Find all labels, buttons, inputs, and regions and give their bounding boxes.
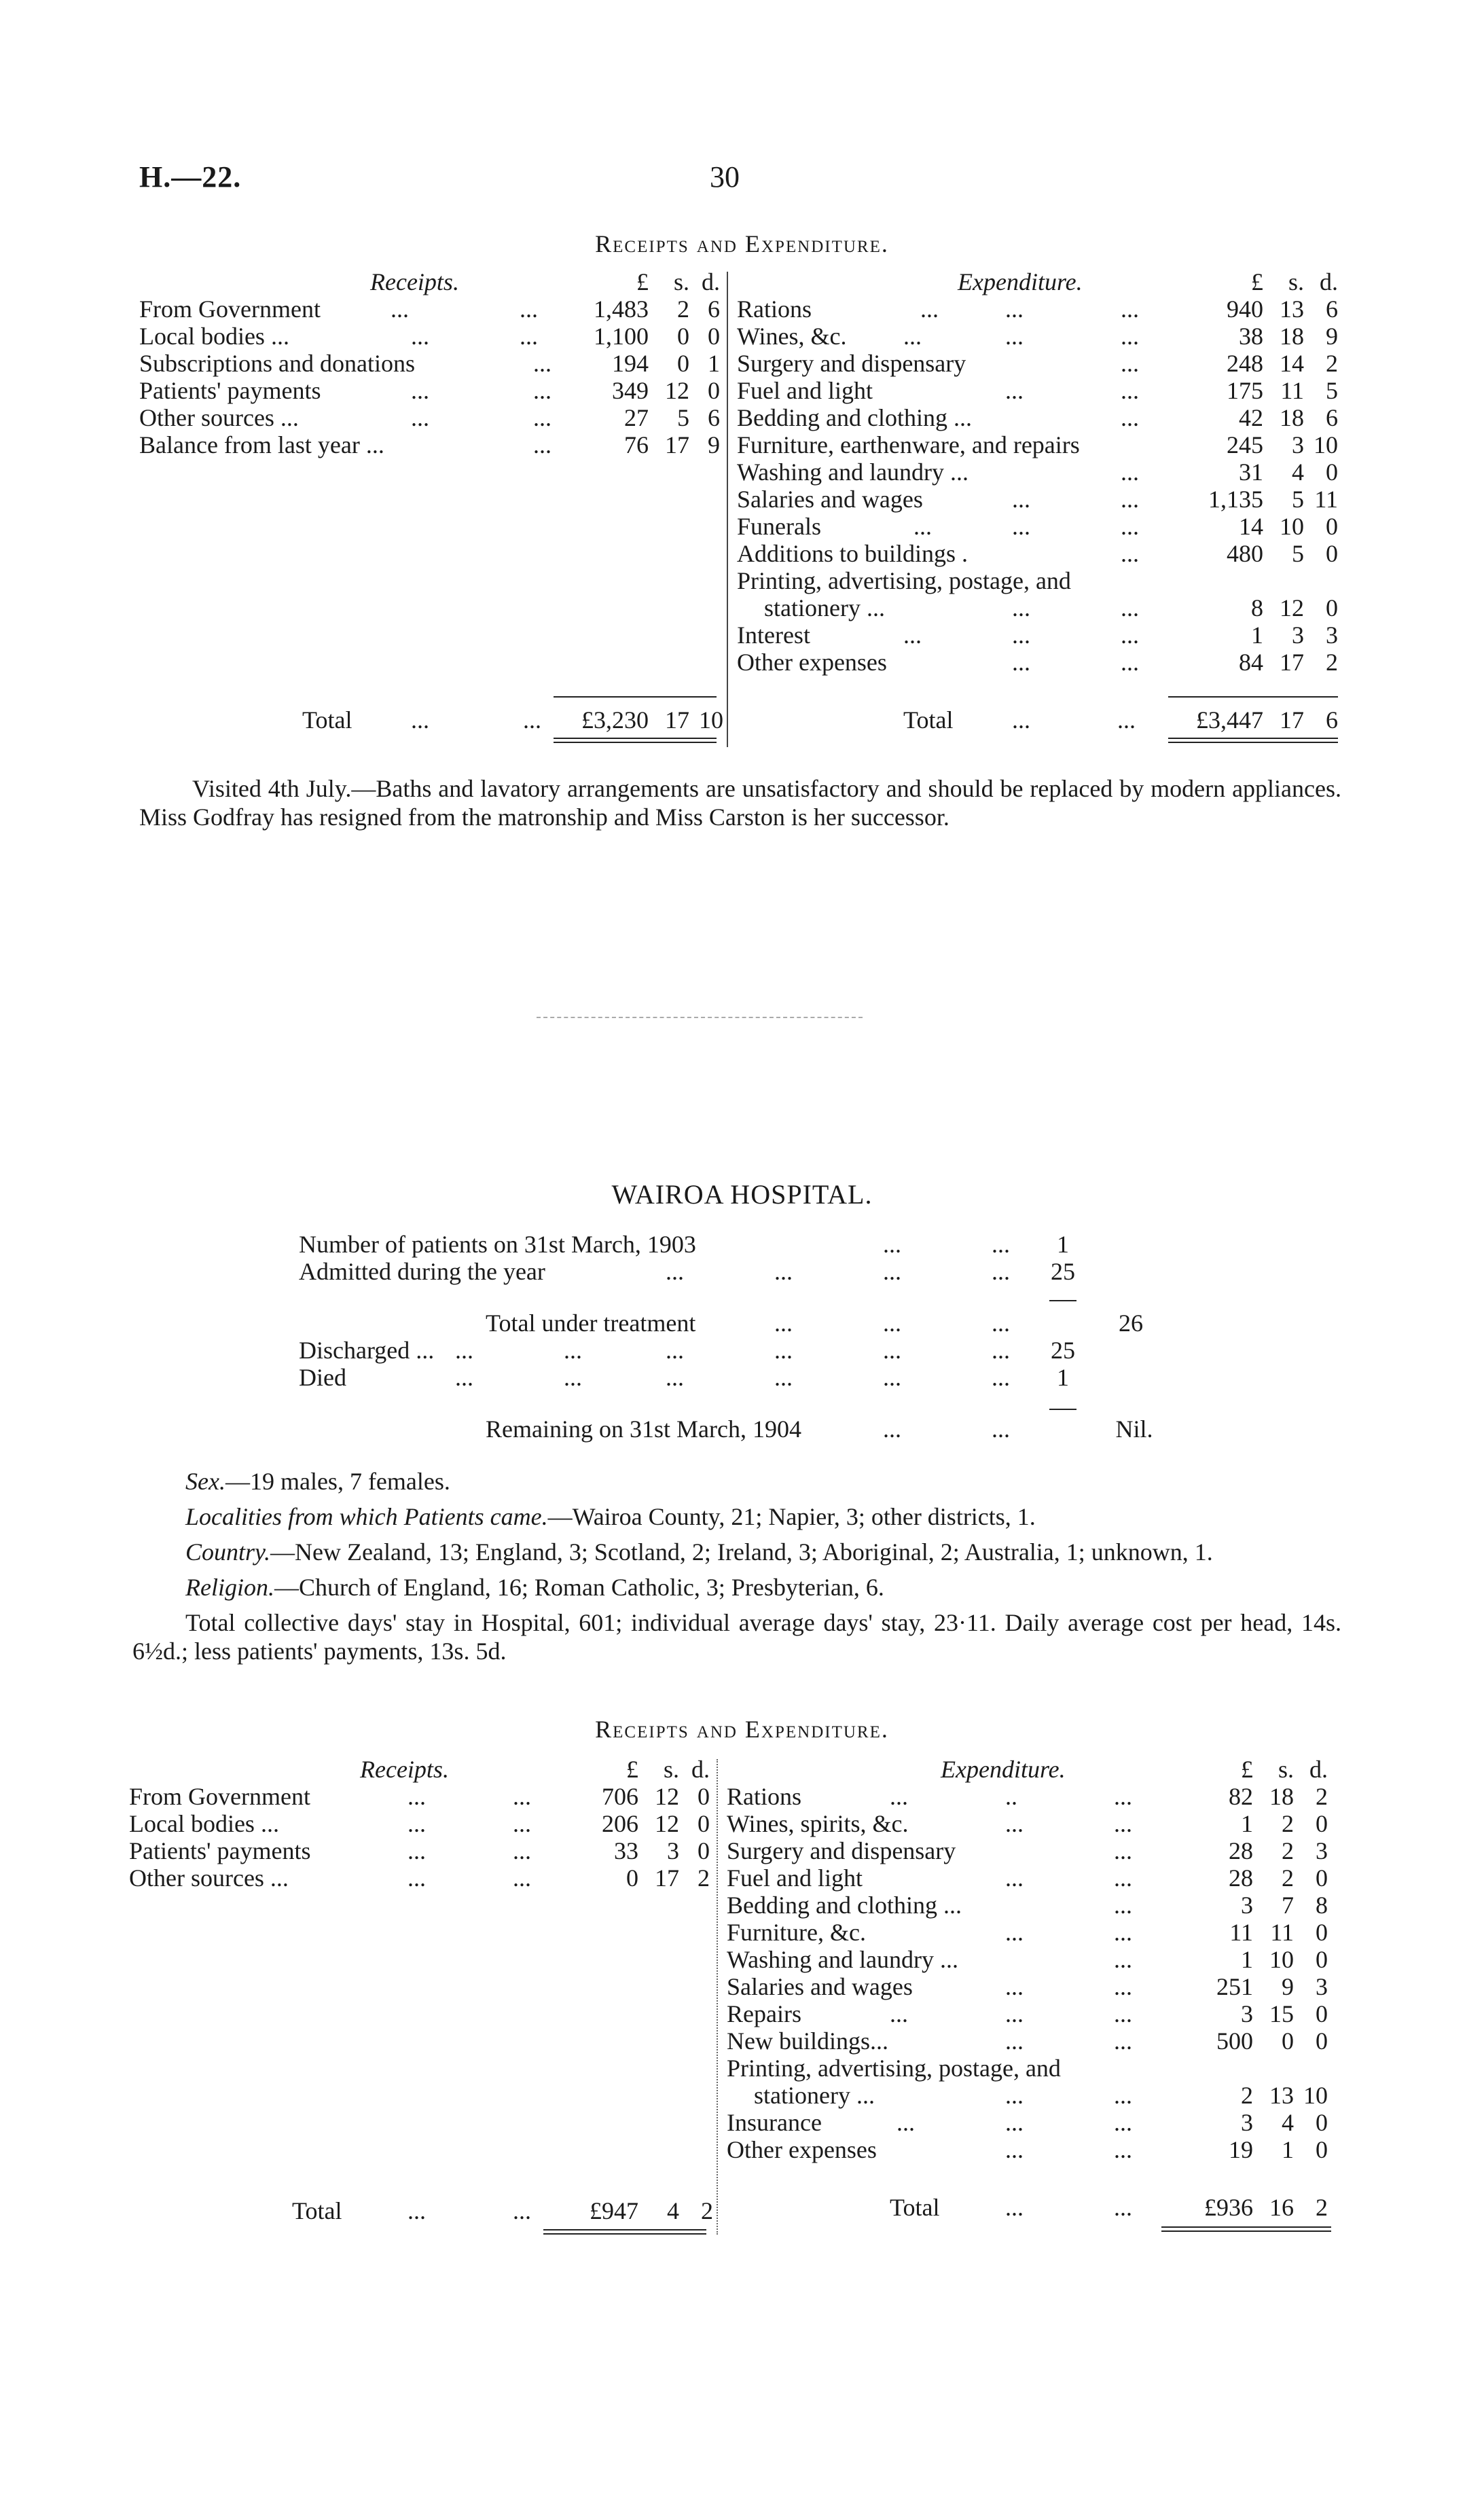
page-number: 30	[710, 160, 740, 194]
pounds: 500	[1216, 2027, 1253, 2055]
shillings: 18	[1280, 323, 1304, 350]
pence-header: d.	[702, 268, 720, 295]
pounds: 3	[1241, 1892, 1253, 1919]
column-divider	[717, 1759, 718, 2235]
section-separator	[537, 1017, 863, 1018]
pence: 6	[1326, 404, 1338, 431]
pounds: 1,100	[594, 323, 649, 350]
localities-label: Localities from which Patients came.	[185, 1503, 548, 1530]
pounds: 1,483	[594, 295, 649, 323]
table-row: Fuel and light ... ... 175 11 5	[737, 377, 1338, 404]
row-label: Printing, advertising, postage, and	[727, 2055, 1061, 2082]
shilling-header: s.	[1278, 1756, 1294, 1783]
pounds: 194	[612, 350, 649, 377]
table-row: Subscriptions and donations ... 194 0 1	[139, 350, 720, 377]
pound-header: £	[1251, 268, 1263, 295]
pounds: 706	[602, 1783, 638, 1810]
expenditure-heading: Expenditure.	[941, 1756, 1066, 1783]
sex-value: —19 males, 7 females.	[225, 1468, 450, 1495]
pounds: 27	[624, 404, 649, 431]
stat-value: 1	[1057, 1364, 1069, 1391]
pence: 0	[1316, 1946, 1328, 1973]
shillings: 7	[1282, 1892, 1294, 1919]
row-label: Furniture, &c.	[727, 1919, 866, 1946]
shillings: 5	[1292, 486, 1304, 513]
stat-value: 26	[1119, 1309, 1143, 1337]
stat-value: 25	[1051, 1258, 1075, 1285]
pounds: 245	[1227, 431, 1263, 458]
table-row: Local bodies ... ... ... 1,100 0 0	[139, 323, 720, 350]
table-row: Wines, &c. ... ... ... 38 18 9	[737, 323, 1338, 350]
row-label: Interest	[737, 621, 810, 649]
shillings: 2	[677, 295, 689, 323]
table-row: Bedding and clothing ... ... 3 7 8	[727, 1892, 1328, 1919]
expenditure-total-1: Total ... ... £3,447 17 6	[903, 706, 1338, 734]
section1-title: Receipts and Expenditure.	[595, 230, 889, 257]
row-label: Funerals	[737, 513, 821, 540]
shillings: 17	[1280, 706, 1304, 734]
pound-header: £	[636, 268, 649, 295]
shillings: 10	[1280, 513, 1304, 540]
subtotal-rule	[554, 696, 717, 698]
expenditure-total-2: Total ... ... £936 16 2	[890, 2194, 1328, 2221]
pence: 6	[708, 295, 720, 323]
table-row: From Government ... ... 706 12 0	[129, 1783, 710, 1810]
shillings: 0	[677, 350, 689, 377]
shilling-header: s.	[663, 1756, 679, 1783]
total-rule	[543, 2229, 706, 2230]
shillings: 14	[1280, 350, 1304, 377]
pence: 0	[698, 1783, 710, 1810]
expenditure-heading: Expenditure.	[958, 268, 1083, 295]
pence: 9	[1326, 323, 1338, 350]
table-row: Salaries and wages ... ... 1,135 5 11	[737, 486, 1338, 513]
shillings: 17	[1280, 649, 1304, 676]
pence: 0	[1326, 540, 1338, 567]
pence: 2	[1316, 2194, 1328, 2221]
table-row: Surgery and dispensary ... 28 2 3	[727, 1837, 1328, 1864]
pounds: 206	[602, 1810, 638, 1837]
religion-label: Religion.	[185, 1574, 274, 1601]
table-row: stationery ... ... ... 8 12 0	[764, 594, 1338, 621]
row-label: Printing, advertising, postage, and	[737, 567, 1071, 594]
shillings: 2	[1282, 1837, 1294, 1864]
receipts-total-2: Total ... ... £947 4 2	[292, 2197, 713, 2224]
pence: 9	[708, 431, 720, 458]
stat-label: Admitted during the year	[299, 1258, 545, 1285]
pence: 0	[1316, 2136, 1328, 2163]
patient-stats	[299, 1231, 1182, 1443]
total-rule	[1161, 2230, 1331, 2232]
pence: 0	[1326, 513, 1338, 540]
pence: 10	[1314, 431, 1338, 458]
row-label: Additions to buildings .	[737, 540, 969, 567]
pence: 0	[708, 377, 720, 404]
pence: 0	[698, 1810, 710, 1837]
pence: 0	[1316, 1864, 1328, 1892]
total-rule	[554, 742, 717, 743]
table-row: Patients' payments ... ... 349 12 0	[139, 377, 720, 404]
pounds: 1	[1251, 621, 1263, 649]
rule	[1049, 1409, 1076, 1410]
stat-label: Total under treatment	[486, 1309, 696, 1337]
table-row: From Government ... ... 1,483 2 6	[139, 295, 720, 323]
pounds: 940	[1227, 295, 1263, 323]
shillings: 2	[1282, 1864, 1294, 1892]
table-row: stationery ... ... ... 2 13 10	[754, 2082, 1328, 2109]
pounds: 1,135	[1208, 486, 1263, 513]
shillings: 15	[1269, 2000, 1294, 2027]
pound-header: £	[1241, 1756, 1253, 1783]
pence: 5	[1326, 377, 1338, 404]
row-label: Fuel and light	[737, 377, 873, 404]
stat-row: Total under treatment ... ... ... 26	[299, 1309, 1182, 1337]
total-label: Total	[903, 706, 954, 734]
shillings: 0	[1282, 2027, 1294, 2055]
column-divider	[727, 272, 728, 747]
shillings: 11	[1270, 1919, 1294, 1946]
shillings: 13	[1280, 295, 1304, 323]
shillings: 12	[1280, 594, 1304, 621]
shillings: 12	[655, 1783, 679, 1810]
row-label: Salaries and wages	[737, 486, 923, 513]
pence: 3	[1316, 1973, 1328, 2000]
pound-header: £	[626, 1756, 638, 1783]
pounds: 3	[1241, 2109, 1253, 2136]
row-label: Washing and laundry ...	[737, 458, 969, 486]
pounds: £3,230	[581, 706, 649, 734]
rule	[1049, 1300, 1076, 1301]
receipts-heading: Receipts.	[370, 268, 459, 295]
pence: 2	[701, 2197, 713, 2224]
pounds: 42	[1239, 404, 1263, 431]
total-label: Total	[302, 706, 352, 734]
pounds: 1	[1241, 1810, 1253, 1837]
row-label: stationery ...	[764, 594, 885, 621]
pence: 10	[1303, 2082, 1328, 2109]
row-label: Insurance	[727, 2109, 822, 2136]
shillings: 2	[1282, 1810, 1294, 1837]
pounds: 76	[624, 431, 649, 458]
shillings: 9	[1282, 1973, 1294, 2000]
row-label: Fuel and light	[727, 1864, 863, 1892]
pounds: 84	[1239, 649, 1263, 676]
shillings: 11	[1280, 377, 1304, 404]
pounds: 3	[1241, 2000, 1253, 2027]
table-row	[737, 431, 1348, 458]
stay-paragraph: Total collective days' stay in Hospital, 601; individual average days' stay, 23·11. Daily average cost per head, 14s. 6½d.; less patients' payments, 13s. 5d.	[132, 1609, 1341, 1665]
pence: 2	[1316, 1783, 1328, 1810]
pounds: £947	[590, 2197, 638, 2224]
shilling-header: s.	[1288, 268, 1304, 295]
pounds: 251	[1216, 1973, 1253, 2000]
stat-row: Admitted during the year ... ... ... ... 25	[299, 1258, 1182, 1285]
total-label: Total	[292, 2197, 342, 2224]
pounds: 28	[1229, 1864, 1253, 1892]
receipts-table-1	[139, 268, 723, 458]
section2-title: Receipts and Expenditure.	[595, 1716, 889, 1743]
shillings: 3	[1292, 621, 1304, 649]
visit-note: Visited 4th July.—Baths and lavatory arrangements are unsatisfactory and should be replaced by modern appliances. Miss Godfray has resigned from the matronship and Miss Carston is her successor.	[139, 775, 1341, 831]
row-label: Other sources ...	[139, 404, 299, 431]
row-label: Bedding and clothing ...	[737, 404, 972, 431]
table-row	[727, 2055, 1338, 2082]
stat-row: Number of patients on 31st March, 1903 ... ... 1	[299, 1231, 1182, 1258]
pounds: 82	[1229, 1783, 1253, 1810]
pounds: 11	[1229, 1919, 1253, 1946]
stat-label: Number of patients on 31st March, 1903	[299, 1231, 696, 1258]
table-row: Funerals ... ... ... 14 10 0	[737, 513, 1338, 540]
receipts-total-1: Total ... ... £3,230 17 10	[302, 706, 723, 734]
row-label: Wines, spirits, &c.	[727, 1810, 909, 1837]
table-row: Other sources ... ... ... 0 17 2	[129, 1864, 710, 1892]
stat-value: Nil.	[1115, 1415, 1153, 1443]
table-row: Interest ... ... ... 1 3 3	[737, 621, 1338, 649]
shillings: 5	[677, 404, 689, 431]
expenditure-table-2	[727, 1756, 1338, 2163]
pence: 2	[1326, 649, 1338, 676]
row-label: Other expenses	[737, 649, 887, 676]
table-row: Balance from last year ... ... 76 17 9	[139, 431, 720, 458]
shillings: 4	[1292, 458, 1304, 486]
table-row: Fuel and light ... ... 28 2 0	[727, 1864, 1328, 1892]
shillings: 17	[665, 431, 689, 458]
row-label: Rations	[727, 1783, 802, 1810]
localities-value: —Wairoa County, 21; Napier, 3; other districts, 1.	[547, 1503, 1036, 1530]
pounds: 349	[612, 377, 649, 404]
shillings: 4	[1282, 2109, 1294, 2136]
pounds: 480	[1227, 540, 1263, 567]
table-row: Rations ... .. ... 82 18 2	[727, 1783, 1328, 1810]
table-row	[737, 567, 1348, 594]
pence: 3	[1316, 1837, 1328, 1864]
row-label: New buildings...	[727, 2027, 888, 2055]
row-label: stationery ...	[754, 2082, 875, 2109]
row-label: Surgery and dispensary	[737, 350, 966, 377]
pounds: £3,447	[1196, 706, 1263, 734]
stat-label: Died	[299, 1364, 346, 1391]
row-label: Subscriptions and donations	[139, 350, 415, 377]
pence: 6	[1326, 295, 1338, 323]
pounds: 248	[1227, 350, 1263, 377]
pence: 8	[1316, 1892, 1328, 1919]
table-row: Wines, spirits, &c. ... ... 1 2 0	[727, 1810, 1328, 1837]
receipts-heading: Receipts.	[360, 1756, 449, 1783]
shillings: 18	[1280, 404, 1304, 431]
row-label: Rations	[737, 295, 812, 323]
pence: 0	[708, 323, 720, 350]
country-value: —New Zealand, 13; England, 3; Scotland, 2; Ireland, 3; Aboriginal, 2; Australia, 1; unknown, 1.	[270, 1538, 1213, 1566]
table-row: Washing and laundry ... ... 1 10 0	[727, 1946, 1328, 1973]
pounds: 8	[1251, 594, 1263, 621]
row-label: Local bodies ...	[129, 1810, 279, 1837]
pounds: 14	[1239, 513, 1263, 540]
pence: 6	[708, 404, 720, 431]
pence: 6	[1326, 706, 1338, 734]
shilling-header: s.	[673, 268, 689, 295]
pence: 1	[708, 350, 720, 377]
row-label: Local bodies ...	[139, 323, 289, 350]
table-row: Additions to buildings . ... 480 5 0	[737, 540, 1338, 567]
row-label: Salaries and wages	[727, 1973, 913, 2000]
row-label: From Government	[129, 1783, 310, 1810]
table-row: Furniture, &c. ... ... 11 11 0	[727, 1919, 1328, 1946]
row-label: Patients' payments	[139, 377, 321, 404]
subtotal-rule	[1168, 696, 1338, 698]
table-row: Local bodies ... ... ... 206 12 0	[129, 1810, 710, 1837]
shillings: 5	[1292, 540, 1304, 567]
pence: 0	[1316, 2000, 1328, 2027]
pence: 11	[1314, 486, 1338, 513]
table-row: Other expenses ... ... 19 1 0	[727, 2136, 1328, 2163]
table-row: Salaries and wages ... ... 251 9 3	[727, 1973, 1328, 2000]
stat-row: Discharged ... ... ... ... ... ... ... 25	[299, 1337, 1182, 1364]
series-code: H.—22.	[139, 160, 242, 194]
expenditure-table-1	[737, 268, 1348, 676]
row-label: Washing and laundry ...	[727, 1946, 959, 1973]
total-rule	[554, 738, 717, 739]
pence-header: d.	[691, 1756, 710, 1783]
total-rule	[1161, 2226, 1331, 2228]
pence: 10	[699, 706, 723, 734]
row-label: Furniture, earthenware, and repairs	[737, 431, 1080, 458]
row-label: Wines, &c.	[737, 323, 847, 350]
shillings: 17	[665, 706, 689, 734]
stat-label: Discharged ...	[299, 1337, 435, 1364]
table-row: Washing and laundry ... ... 31 4 0	[737, 458, 1338, 486]
pounds: 2	[1241, 2082, 1253, 2109]
shillings: 3	[667, 1837, 679, 1864]
table-row: Bedding and clothing ... ... 42 18 6	[737, 404, 1338, 431]
shillings: 18	[1269, 1783, 1294, 1810]
total-rule	[543, 2233, 706, 2235]
pence-header: d.	[1320, 268, 1338, 295]
shillings: 13	[1269, 2082, 1294, 2109]
shillings: 3	[1292, 431, 1304, 458]
shillings: 12	[655, 1810, 679, 1837]
country-label: Country.	[185, 1538, 271, 1566]
pence: 0	[1316, 2109, 1328, 2136]
row-label: Other expenses	[727, 2136, 877, 2163]
pence: 0	[698, 1837, 710, 1864]
patient-details	[132, 1467, 1341, 1665]
stat-label: Remaining on 31st March, 1904	[486, 1415, 801, 1443]
shillings: 4	[667, 2197, 679, 2224]
pounds: 175	[1227, 377, 1263, 404]
pence: 2	[698, 1864, 710, 1892]
stat-value: 25	[1051, 1337, 1075, 1364]
pence: 3	[1326, 621, 1338, 649]
total-rule	[1168, 738, 1338, 739]
pence-header: d.	[1309, 1756, 1328, 1783]
receipts-table-2	[129, 1756, 713, 1892]
table-row: Patients' payments ... ... 33 3 0	[129, 1837, 710, 1864]
pounds: 28	[1229, 1837, 1253, 1864]
pounds: 0	[626, 1864, 638, 1892]
table-row: New buildings... ... ... 500 0 0	[727, 2027, 1328, 2055]
table-row: Other sources ... ... ... 27 5 6	[139, 404, 720, 431]
shillings: 12	[665, 377, 689, 404]
table-row: Other expenses ... ... 84 17 2	[737, 649, 1338, 676]
pounds: £936	[1204, 2194, 1253, 2221]
row-label: Surgery and dispensary	[727, 1837, 956, 1864]
pounds: 19	[1229, 2136, 1253, 2163]
shillings: 16	[1269, 2194, 1294, 2221]
pounds: 1	[1241, 1946, 1253, 1973]
total-label: Total	[890, 2194, 940, 2221]
pence: 0	[1316, 1919, 1328, 1946]
table-row: Insurance ... ... ... 3 4 0	[727, 2109, 1328, 2136]
pence: 2	[1326, 350, 1338, 377]
shillings: 10	[1269, 1946, 1294, 1973]
stat-value: 1	[1057, 1231, 1069, 1258]
table-row: Surgery and dispensary ... 248 14 2	[737, 350, 1338, 377]
row-label: Bedding and clothing ...	[727, 1892, 962, 1919]
row-label: Other sources ...	[129, 1864, 289, 1892]
row-label: From Government	[139, 295, 321, 323]
stat-row: Remaining on 31st March, 1904 ... ... Nil.	[299, 1415, 1182, 1443]
row-label: Repairs	[727, 2000, 801, 2027]
religion-value: —Church of England, 16; Roman Catholic, 3; Presbyterian, 6.	[274, 1574, 884, 1601]
shillings: 1	[1282, 2136, 1294, 2163]
shillings: 0	[677, 323, 689, 350]
shillings: 17	[655, 1864, 679, 1892]
table-row: Rations ... ... ... 940 13 6	[737, 295, 1338, 323]
pence: 0	[1316, 1810, 1328, 1837]
pounds: 33	[614, 1837, 638, 1864]
pence: 0	[1326, 458, 1338, 486]
pence: 0	[1326, 594, 1338, 621]
total-rule	[1168, 742, 1338, 743]
pence: 0	[1316, 2027, 1328, 2055]
row-label: Balance from last year ...	[139, 431, 384, 458]
row-label: Patients' payments	[129, 1837, 311, 1864]
table-row: Repairs ... ... ... 3 15 0	[727, 2000, 1328, 2027]
pounds: 31	[1239, 458, 1263, 486]
stat-row: Died ... ... ... ... ... ... 1	[299, 1364, 1182, 1391]
sex-label: Sex.	[185, 1468, 225, 1495]
pounds: 38	[1239, 323, 1263, 350]
hospital-title: WAIROA HOSPITAL.	[611, 1179, 873, 1210]
